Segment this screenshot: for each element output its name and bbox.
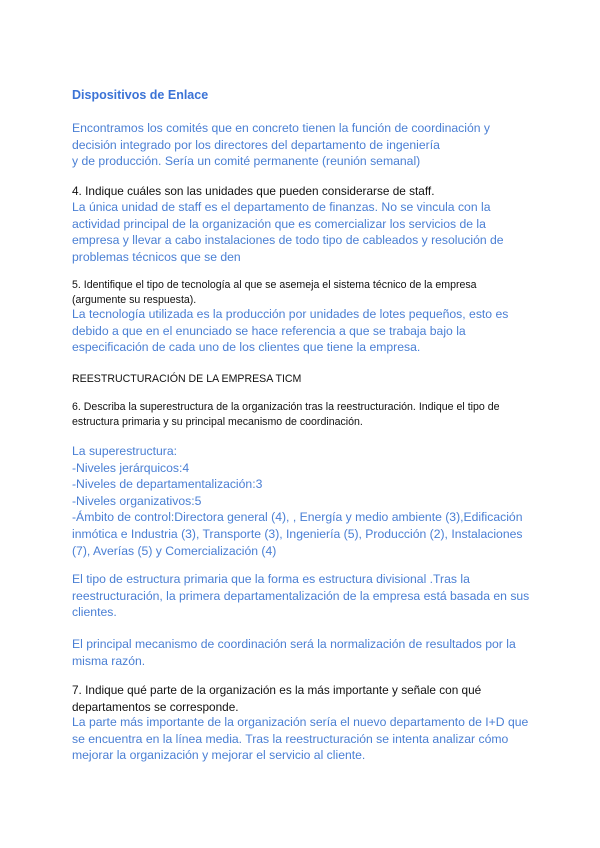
text-line: El tipo de estructura primaria que la forma es estructura divisional .Tras la xyxy=(72,572,470,586)
text-line: debido a que en el enunciado se hace referencia a que se trabaja bajo la xyxy=(72,323,466,338)
text-line: reestructuración, la primera departamentalización de la empresa está basada en sus xyxy=(72,588,530,603)
text-line: especificación de cada uno de los clientes que tiene la empresa. xyxy=(72,340,421,355)
text-line: La superestructura: xyxy=(72,444,178,458)
text-line: y de producción. Sería un comité permanente (reunión semanal) xyxy=(72,154,421,169)
text-line: problemas técnicos que se den xyxy=(72,249,241,264)
text-line: La tecnología utilizada es la producción por unidades de lotes pequeños, esto es xyxy=(72,307,509,321)
text-line: -Ámbito de control:Directora general (4), , Energía y medio ambiente (3),Edificación xyxy=(72,510,523,525)
text-line: empresa y llevar a cabo instalaciones de todo tipo de cableados y resolución de xyxy=(72,233,504,248)
answer-6-list xyxy=(72,443,540,559)
text-line: (7), Averías (5) y Comercialización (4) xyxy=(72,543,277,558)
question-5 xyxy=(72,278,540,307)
heading-dispositivos: Dispositivos de Enlace xyxy=(72,88,209,102)
question-4: 4. Indique cuáles son las unidades que pueden considerarse de staff. xyxy=(72,184,435,198)
answer-6-mecanismo xyxy=(72,636,540,669)
text-line: 7. Indique qué parte de la organización es la más importante y señale con qué xyxy=(72,683,482,697)
text-line: departamentos se corresponde. xyxy=(72,699,239,714)
answer-4 xyxy=(72,199,540,265)
question-6 xyxy=(72,400,540,429)
answer-5 xyxy=(72,306,540,356)
text-line: La única unidad de staff es el departamento de finanzas. No se vincula con la xyxy=(72,200,491,214)
text-line: actividad principal de la organización que es comercializar los servicios de la xyxy=(72,216,486,231)
text-line: 6. Describa la superestructura de la organización tras la reestructuración. Indique el tipo de xyxy=(72,401,500,413)
text-line: -Niveles jerárquicos:4 xyxy=(72,460,190,475)
text-line: El principal mecanismo de coordinación será la normalización de resultados por la xyxy=(72,637,516,651)
text-line: 5. Identifique el tipo de tecnología al que se asemeja el sistema técnico de la empresa xyxy=(72,279,477,291)
text-line: -Niveles organizativos:5 xyxy=(72,493,202,508)
text-line: inmótica e Industria (3), Transporte (3), Ingeniería (5), Producción (2), Instalaciones xyxy=(72,526,523,541)
text-line: clientes. xyxy=(72,605,117,620)
answer-6-estructura xyxy=(72,571,540,621)
question-7 xyxy=(72,682,540,715)
text-line: La parte más importante de la organización sería el nuevo departamento de I+D que xyxy=(72,715,529,729)
text-line: estructura primaria y su principal mecanismo de coordinación. xyxy=(72,415,363,428)
text-line: Encontramos los comités que en concreto tienen la función de coordinación y xyxy=(72,121,491,135)
text-line: (argumente su respuesta). xyxy=(72,293,197,306)
paragraph-comites xyxy=(72,120,540,170)
text-line: -Niveles de departamentalización:3 xyxy=(72,477,263,492)
section-heading-reestructuracion: REESTRUCTURACIÓN DE LA EMPRESA TICM xyxy=(72,373,302,385)
answer-7 xyxy=(72,714,540,764)
text-line: decisión integrado por los directores del departamento de ingeniería xyxy=(72,137,440,152)
text-line: mejorar la organización y mejorar el servicio al cliente. xyxy=(72,748,366,763)
text-line: se encuentra en la línea media. Tras la reestructuración se intenta analizar cómo xyxy=(72,731,509,746)
text-line: misma razón. xyxy=(72,653,146,668)
